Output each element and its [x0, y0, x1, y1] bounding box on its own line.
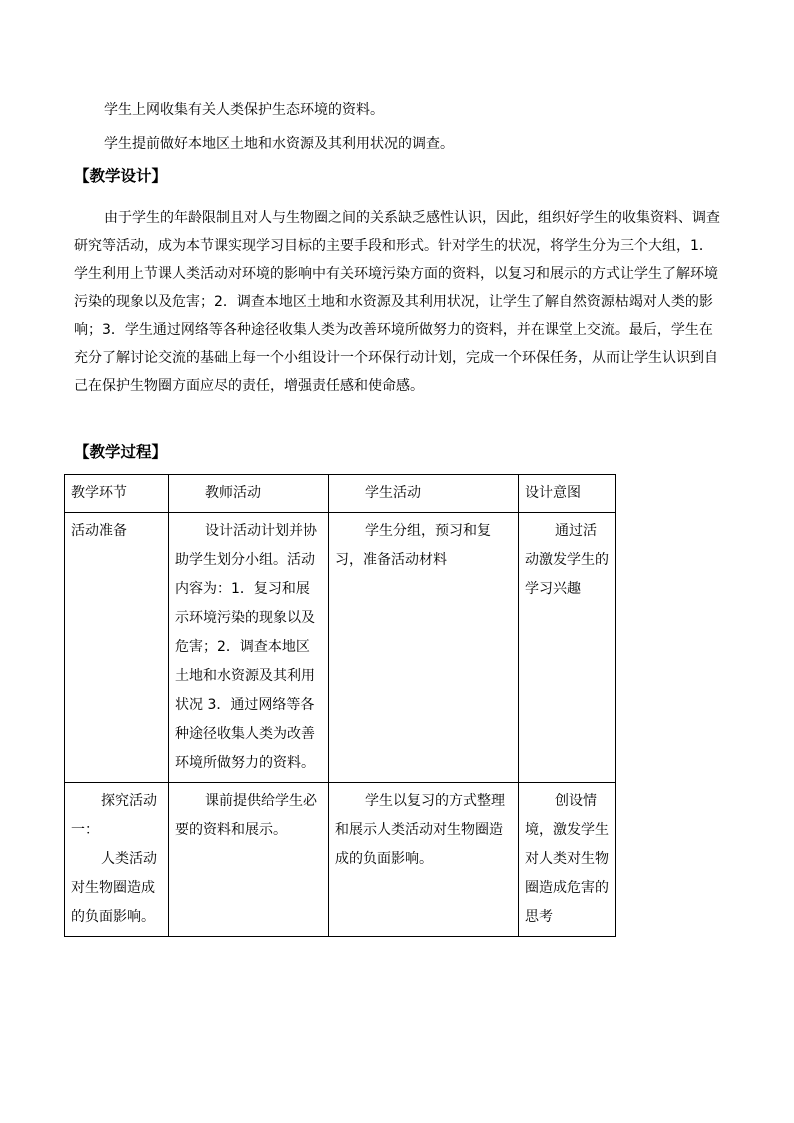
column-header: 设计意图	[519, 475, 616, 513]
column-header: 教学环节	[65, 475, 169, 513]
table-row	[65, 513, 616, 783]
table-header-row	[65, 475, 616, 513]
stage-cell: 活动准备	[65, 513, 169, 783]
column-header: 教师活动	[169, 475, 329, 513]
table-row	[65, 783, 616, 937]
stage-title: 探究活动一：	[71, 793, 157, 838]
design-intent-cell: 通过活动激发学生的学习兴趣	[519, 513, 616, 783]
prep-line-1: 学生上网收集有关人类保护生态环境的资料。	[104, 102, 384, 118]
section-heading-process: 【教学过程】	[74, 443, 168, 461]
stage-cell	[65, 783, 169, 937]
design-paragraph: 由于学生的年龄限制且对人与生物圈之间的关系缺乏感性认识，因此，组织好学生的收集资料、调查研究等活动，成为本节课实现学习目标的主要手段和形式。针对学生的状况，将学生分为三个大组，1．学生利用上节课人类活动对环境的影响中有关环境污染方面的资料，以复习和展示的方式让学生了解环境污染的现象以及危害；2．调查本地区土地和水资源及其利用状况，让学生了解自然资源枯竭对人类的影响；3．学生通过网络等各种途径收集人类为改善环境所做努力的资料，并在课堂上交流。最后，学生在充分了解讨论交流的基础上每一个小组设计一个环保行动计划，完成一个环保任务，从而让学生认识到自己在保护生物圈方面应尽的责任，增强责任感和使命感。	[74, 210, 720, 394]
teacher-activity-cell: 课前提供给学生必要的资料和展示。	[169, 783, 329, 937]
stage-subtitle: 人类活动对生物圈造成的负面影响。	[71, 851, 157, 925]
section-heading-design: 【教学设计】	[74, 167, 168, 185]
teacher-activity-cell: 设计活动计划并协助学生划分小组。活动内容为：1．复习和展示环境污染的现象以及危害；2．调查本地区土地和水资源及其利用状况 3．通过网络等各种途径收集人类为改善环境所做努力的资料。	[169, 513, 329, 783]
prep-line-2: 学生提前做好本地区土地和水资源及其利用状况的调查。	[104, 136, 454, 152]
column-header: 学生活动	[329, 475, 519, 513]
student-activity-cell: 学生分组，预习和复习，准备活动材料	[329, 513, 519, 783]
process-table	[64, 474, 616, 937]
student-activity-cell: 学生以复习的方式整理和展示人类活动对生物圈造成的负面影响。	[329, 783, 519, 937]
design-intent-cell: 创设情境，激发学生对人类对生物圈造成危害的思考	[519, 783, 616, 937]
